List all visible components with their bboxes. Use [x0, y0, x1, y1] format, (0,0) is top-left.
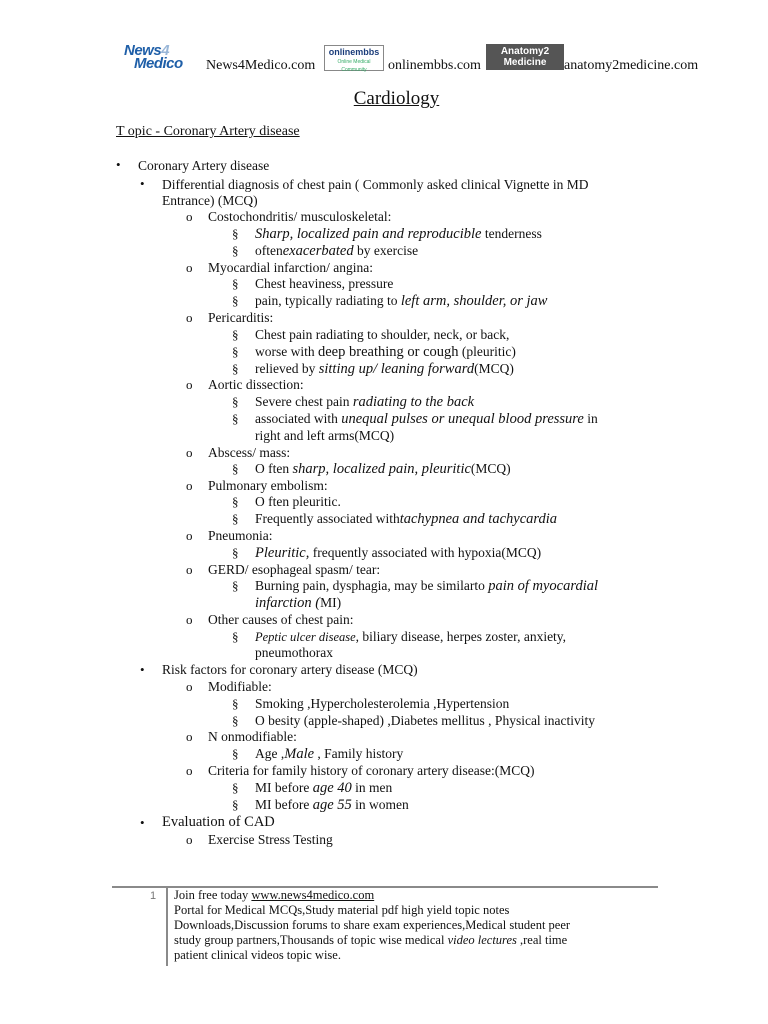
- topic-heading: T opic - Coronary Artery disease: [116, 124, 300, 139]
- text: O ften: [255, 461, 293, 476]
- footer-line: Downloads,Discussion forums to share exam experiences,Medical student peer: [174, 918, 571, 932]
- italic-text: tachypnea and tachycardia: [399, 511, 558, 527]
- text: relieved by: [255, 361, 319, 376]
- italic-text: infarction (: [255, 595, 321, 611]
- list-item: O ften pleuritic.: [255, 494, 341, 509]
- footer-line: patient clinical videos topic wise.: [174, 948, 341, 962]
- disc-bullet: •: [140, 662, 145, 677]
- list-item: Pneumonia:: [208, 528, 273, 543]
- list-item: Pulmonary embolism:: [208, 478, 328, 493]
- logo-subtext: Online Medical Community: [337, 59, 371, 73]
- italic-text: age 40: [312, 780, 352, 796]
- text: Burning pain, dysphagia, may be similarto: [255, 578, 489, 593]
- logo-text: Anatomy2: [500, 46, 550, 57]
- site-link-onlinembbs[interactable]: onlinembbs.com: [388, 58, 481, 73]
- text: Severe chest pain: [255, 394, 353, 409]
- text: MI before: [255, 780, 313, 795]
- section-bullet: §: [232, 629, 239, 644]
- circle-bullet: o: [186, 310, 193, 325]
- list-item-continued: Entrance) (MCQ): [162, 193, 258, 208]
- list-item: Aortic dissection:: [208, 377, 304, 392]
- list-item: [255, 292, 547, 310]
- text: associated with: [255, 411, 342, 426]
- text: study group partners,Thousands of topic wise medical: [174, 933, 448, 947]
- italic-text: pain of myocardial: [488, 578, 599, 594]
- text: , Family history: [314, 746, 404, 761]
- text: in women: [351, 797, 409, 812]
- section-bullet: §: [232, 411, 239, 426]
- list-item: [255, 577, 598, 595]
- text: , biliary disease, herpes zoster, anxiety,: [355, 629, 567, 644]
- text: worse with: [255, 344, 318, 359]
- section-bullet: §: [232, 696, 239, 711]
- circle-bullet: o: [186, 562, 193, 577]
- footer-line: [174, 933, 567, 948]
- list-item: N onmodifiable:: [208, 729, 297, 744]
- list-item: GERD/ esophageal spasm/ tear:: [208, 562, 381, 577]
- circle-bullet: o: [186, 612, 193, 627]
- section-bullet: §: [232, 578, 239, 593]
- section-bullet: §: [232, 746, 239, 761]
- italic-text: video lectures: [447, 933, 517, 947]
- footer-link[interactable]: www.news4medico.com: [251, 888, 375, 902]
- italic-text: Pleuritic,: [255, 545, 310, 561]
- list-item: Chest heaviness, pressure: [255, 276, 394, 291]
- anatomy2medicine-logo: [486, 44, 564, 70]
- circle-bullet: o: [186, 832, 193, 847]
- list-item: Other causes of chest pain:: [208, 612, 354, 627]
- list-item: Modifiable:: [208, 679, 272, 694]
- italic-text: sharp, localized pain, pleuritic: [292, 461, 471, 477]
- section-bullet: §: [232, 243, 239, 258]
- page-number: 1: [150, 890, 157, 902]
- list-item: [255, 544, 541, 562]
- onlinembbs-logo: [324, 45, 384, 71]
- text: Age ,: [255, 746, 285, 761]
- text: (MCQ): [474, 361, 514, 376]
- list-item: Criteria for family history of coronary artery disease:(MCQ): [208, 763, 535, 778]
- text: ,real time: [516, 933, 568, 947]
- list-item: [255, 242, 418, 260]
- circle-bullet: o: [186, 528, 193, 543]
- section-bullet: §: [232, 226, 239, 241]
- footer-line: Portal for Medical MCQs,Study material pdf high yield topic notes: [174, 903, 510, 917]
- disc-bullet: •: [140, 176, 145, 191]
- list-item: [255, 779, 392, 797]
- section-bullet: §: [232, 293, 239, 308]
- section-bullet: §: [232, 713, 239, 728]
- footer-vertical-rule: [166, 888, 168, 966]
- logo-text: onlinembbs: [328, 47, 380, 57]
- list-item: Myocardial infarction/ angina:: [208, 260, 373, 275]
- list-item: O besity (apple-shaped) ,Diabetes mellitus , Physical inactivity: [255, 713, 596, 728]
- section-bullet: §: [232, 494, 239, 509]
- text: in: [583, 411, 598, 426]
- list-item: [255, 510, 557, 528]
- page-title: Cardiology: [353, 88, 440, 109]
- text: MI): [320, 595, 342, 610]
- italic-text: Peptic ulcer disease: [255, 630, 356, 644]
- circle-bullet: o: [186, 729, 193, 744]
- list-item-continued: pneumothorax: [255, 645, 333, 660]
- list-item: Costochondritis/ musculoskeletal:: [208, 209, 392, 224]
- circle-bullet: o: [186, 679, 193, 694]
- text: (MCQ): [470, 461, 511, 476]
- italic-text: unequal pulses or unequal blood pressure: [341, 411, 584, 427]
- italic-text: radiating to the back: [352, 394, 475, 410]
- circle-bullet: o: [186, 478, 193, 493]
- italic-text: left arm, shoulder, or jaw: [400, 293, 548, 309]
- footer-line: [174, 888, 374, 903]
- list-item: [255, 393, 474, 411]
- section-bullet: §: [232, 394, 239, 409]
- list-item: Risk factors for coronary artery disease (MCQ): [162, 662, 418, 677]
- list-item: Smoking ,Hypercholesterolemia ,Hypertension: [255, 696, 510, 711]
- text: in men: [351, 780, 393, 795]
- news4medico-logo: [124, 44, 183, 70]
- logo-text: News: [124, 42, 162, 59]
- text: frequently associated with hypoxia(MCQ): [309, 545, 542, 560]
- section-bullet: §: [232, 797, 239, 812]
- circle-bullet: o: [186, 377, 193, 392]
- circle-bullet: o: [186, 445, 193, 460]
- circle-bullet: o: [186, 260, 193, 275]
- list-item-continued: [255, 594, 341, 612]
- list-item-continued: right and left arms(MCQ): [255, 428, 395, 443]
- list-item: Coronary Artery disease: [138, 158, 270, 173]
- italic-text: exacerbated: [282, 243, 354, 259]
- list-item: [255, 460, 511, 478]
- disc-bullet: •: [140, 815, 145, 830]
- italic-text: Sharp, localized pain and reproducible: [255, 226, 482, 242]
- list-item: Chest pain radiating to shoulder, neck, or back,: [255, 327, 510, 342]
- list-item: [255, 410, 598, 428]
- site-link-anatomy2medicine[interactable]: anatomy2medicine.com: [564, 58, 699, 73]
- text: tenderness: [481, 226, 542, 241]
- text: Join free today: [174, 888, 252, 902]
- logo-text: 4: [161, 42, 170, 59]
- list-item: [255, 343, 516, 361]
- section-bullet: §: [232, 361, 239, 376]
- list-item: [255, 745, 403, 763]
- text: MI before: [255, 797, 313, 812]
- text: Frequently associated with: [255, 511, 400, 526]
- italic-text: Male: [284, 746, 315, 762]
- italic-text: sitting up/ leaning forward: [318, 361, 475, 377]
- logo-text: Medicine: [503, 57, 547, 68]
- section-bullet: §: [232, 511, 239, 526]
- circle-bullet: o: [186, 209, 193, 224]
- list-item: [255, 225, 542, 243]
- section-bullet: §: [232, 327, 239, 342]
- logo-text: Medico: [134, 55, 183, 72]
- list-item: Differential diagnosis of chest pain ( Commonly asked clinical Vignette in MD: [162, 177, 589, 192]
- section-bullet: §: [232, 344, 239, 359]
- list-item: Exercise Stress Testing: [208, 832, 333, 847]
- list-item: Pericarditis:: [208, 310, 274, 325]
- site-link-news4medico[interactable]: News4Medico.com: [206, 58, 316, 73]
- list-item: [255, 796, 409, 814]
- section-bullet: §: [232, 276, 239, 291]
- disc-bullet: •: [116, 157, 121, 172]
- circle-bullet: o: [186, 763, 193, 778]
- text: often: [255, 243, 283, 258]
- list-item: Abscess/ mass:: [208, 445, 291, 460]
- text: (pleuritic): [458, 344, 516, 359]
- text: pain, typically radiating to: [255, 293, 401, 308]
- list-item: Evaluation of CAD: [162, 814, 275, 830]
- text: by exercise: [353, 243, 419, 258]
- section-bullet: §: [232, 780, 239, 795]
- emphasis-text: deep breathing or cough: [318, 344, 459, 360]
- section-bullet: §: [232, 545, 239, 560]
- italic-text: age 55: [312, 797, 352, 813]
- section-bullet: §: [232, 461, 239, 476]
